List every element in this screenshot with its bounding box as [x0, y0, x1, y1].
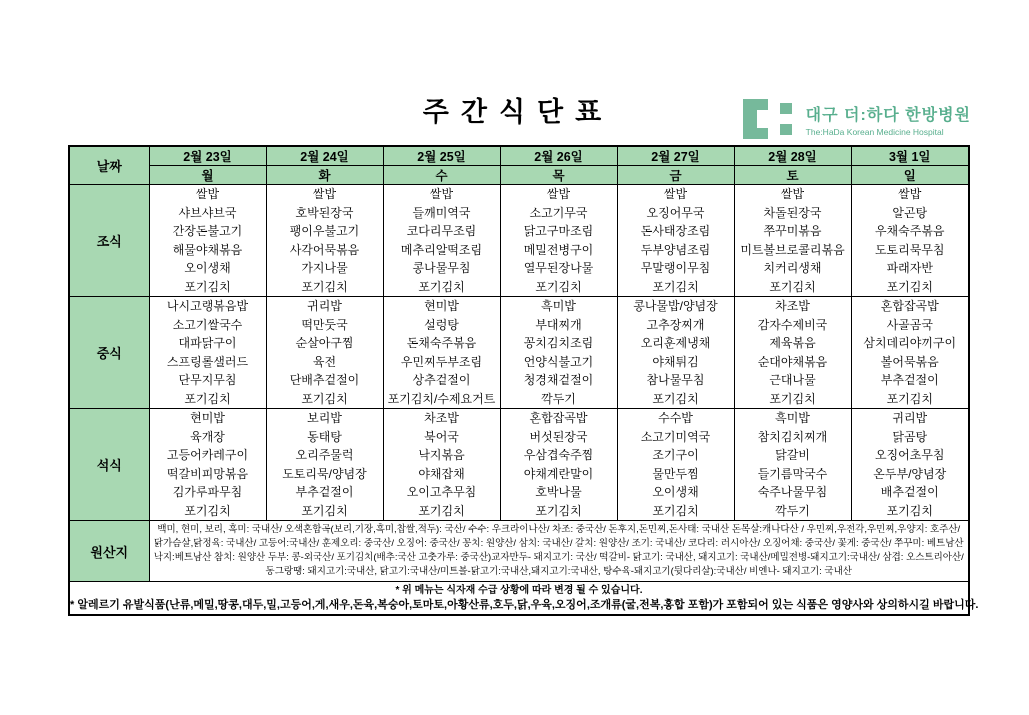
menu-item: 보리밥: [307, 411, 342, 425]
menu-item: 야채잡채: [418, 466, 465, 481]
menu-item: 온두부/양념장: [873, 466, 947, 481]
menu-cell: [617, 409, 734, 521]
menu-item: 콩나물밥/양념장: [633, 299, 718, 313]
menu-item: 나시고랭볶음밥: [166, 299, 249, 313]
menu-item: 숙주나물무침: [757, 485, 828, 499]
menu-item: 포기김치: [418, 503, 465, 518]
menu-item: 볼어묵볶음: [880, 354, 939, 369]
menu-item: 동태탕: [307, 429, 342, 444]
menu-item: 스프링롤샐러드: [166, 354, 249, 369]
menu-cell: [149, 185, 266, 297]
menu-item: 고추장찌개: [646, 317, 705, 332]
menu-item: 소고기무국: [529, 205, 588, 220]
hospital-name-english: The:HaDa Korean Medicine Hospital: [805, 126, 944, 137]
menu-item: 차조밥: [775, 299, 810, 313]
menu-item: 쭈꾸미볶음: [763, 224, 822, 238]
menu-item: 오징어초무침: [874, 448, 945, 462]
menu-item: 포기김치: [301, 279, 348, 294]
menu-item: 제육볶음: [769, 336, 816, 350]
menu-item: 야채튀김: [652, 354, 699, 369]
menu-item: 근대나물: [769, 373, 816, 387]
menu-item: 포기김치: [535, 503, 582, 518]
menu-cell: [383, 409, 500, 521]
menu-item: 닭갈비: [775, 448, 810, 462]
menu-item: 참치김치찌개: [757, 429, 828, 444]
menu-item: 흑미밥: [775, 411, 810, 425]
menu-item: 떡만둣국: [301, 317, 348, 332]
menu-item: 해물야채볶음: [172, 242, 243, 257]
menu-item: 닭곰탕: [892, 429, 928, 444]
menu-item: 현미밥: [190, 411, 225, 425]
dinner-row: [69, 409, 969, 521]
menu-item: 부대찌개: [535, 317, 582, 332]
menu-item: 부추겉절이: [880, 373, 939, 387]
menu-item: 무말랭이무침: [640, 261, 711, 275]
menu-item: 호박된장국: [295, 205, 354, 220]
menu-item: 조기구이: [652, 448, 699, 462]
menu-item: 포기김치: [769, 279, 816, 294]
menu-item: 참나물무침: [646, 373, 705, 387]
weekday-header-row: [69, 166, 969, 185]
menu-item: 쌀밥: [546, 187, 571, 201]
menu-item: 혼합잡곡밥: [880, 299, 939, 313]
menu-item: 포기김치: [418, 279, 465, 294]
menu-item: 북어국: [424, 429, 459, 444]
menu-item: 귀리밥: [892, 411, 928, 425]
menu-item: 메추리알떡조림: [400, 242, 483, 257]
weekday-cell: 일: [851, 166, 969, 185]
menu-item: 팽이우불고기: [289, 224, 360, 238]
menu-item: 들깨미역국: [412, 205, 471, 220]
menu-item: 포기김치: [652, 279, 699, 294]
menu-item: 떡갈비피망볶음: [166, 466, 249, 481]
menu-item: 소고기쌀국수: [172, 317, 243, 332]
menu-item: 포기김치: [184, 279, 231, 294]
menu-cell: [149, 409, 266, 521]
meal-plan-table: [68, 145, 979, 616]
notes-row: [69, 582, 969, 616]
menu-item: 흑미밥: [541, 299, 576, 313]
origin-line: 낙지:베트남산 참치: 원양산 두부: 콩-외국산/ 포기김치(배추:국산 고춧가루: 중국산)교자만두- 돼지고기: 국산/ 떡갈비- 닭고기: 국내산, 돼지고기: 국내산/메밀전병-돼지고기:국내산/ 삼겹: 오스트리아산/: [153, 552, 964, 563]
day-header-cell: 2월 24일: [266, 146, 383, 166]
menu-item: 오이고추무침: [406, 485, 477, 499]
menu-item: 낙지볶음: [418, 448, 465, 462]
menu-item: 두부양념조림: [640, 242, 711, 257]
menu-item: 오리주물럭: [295, 448, 354, 462]
menu-item: 포기김치: [769, 391, 816, 406]
menu-cell: [851, 185, 969, 297]
menu-item: 샤브샤브국: [178, 205, 237, 220]
menu-item: 우채숙주볶음: [874, 224, 945, 238]
menu-item: 포기김치: [886, 503, 933, 518]
menu-cell: [266, 297, 383, 409]
weekday-cell: 월: [149, 166, 266, 185]
menu-item: 순대야채볶음: [757, 354, 828, 369]
weekday-cell: 목: [500, 166, 617, 185]
menu-item: 포기김치: [301, 503, 348, 518]
menu-item: 오이생채: [184, 261, 231, 275]
menu-item: 포기김치: [184, 503, 231, 518]
menu-item: 오이생채: [652, 485, 699, 499]
dinner-label: 석식: [69, 409, 149, 521]
menu-item: 미트볼브로콜리볶음: [740, 242, 845, 257]
menu-cell: [500, 409, 617, 521]
menu-cell: [383, 185, 500, 297]
menu-item: 포기김치: [301, 391, 348, 406]
menu-cell: [617, 185, 734, 297]
menu-item: 깍두기: [541, 391, 576, 406]
menu-item: 쌀밥: [312, 187, 337, 201]
menu-item: 콩나물무침: [412, 261, 471, 275]
menu-item: 쌀밥: [780, 187, 805, 201]
menu-item: 돈사태장조림: [640, 224, 711, 238]
menu-item: 사골곰국: [886, 317, 933, 332]
menu-item: 포기김치: [886, 391, 933, 406]
menu-item: 포기김치/수제요거트: [387, 391, 496, 406]
menu-item: 포기김치: [184, 391, 231, 406]
menu-item: 포기김치: [535, 279, 582, 294]
menu-item: 들기름막국수: [757, 466, 828, 481]
menu-cell: [149, 297, 266, 409]
menu-item: 도토리묵무침: [874, 242, 945, 257]
page-title: 주간식단표: [422, 97, 614, 127]
menu-cell: [266, 409, 383, 521]
day-header-cell: 2월 23일: [149, 146, 266, 166]
menu-item: 우삼겹숙주찜: [523, 448, 594, 462]
lunch-row: [69, 297, 969, 409]
menu-item: 메밀전병구이: [523, 242, 594, 257]
breakfast-row: [69, 185, 969, 297]
menu-item: 호박나물: [535, 485, 582, 499]
menu-item: 부추겉절이: [295, 485, 354, 499]
origin-line: 동그랑땡: 돼지고기:국내산, 닭고기:국내산/미트볼-닭고기:국내산,돼지고기:국내산, 탕수육-돼지고기(뒷다리살):국내산/ 비엔나- 돼지고기: 국내산: [265, 566, 852, 577]
menu-item: 사각어묵볶음: [289, 242, 360, 257]
weekday-cell: 화: [266, 166, 383, 185]
day-header-cell: 2월 25일: [383, 146, 500, 166]
origin-cell: [149, 521, 969, 582]
menu-item: 쌀밥: [898, 187, 922, 201]
menu-item: 코다리무조림: [406, 224, 477, 238]
menu-cell: [734, 185, 851, 297]
weekday-cell: 토: [734, 166, 851, 185]
menu-item: 오리훈제냉채: [640, 336, 711, 350]
menu-item: 감자수제비국: [757, 317, 828, 332]
menu-item: 청경채겉절이: [523, 373, 594, 387]
menu-item: 육개장: [190, 429, 225, 444]
menu-cell: [851, 297, 969, 409]
menu-cell: [500, 297, 617, 409]
notes-cell: [69, 582, 979, 616]
date-label-cell: 날짜: [69, 146, 149, 185]
menu-item: 우민찌두부조림: [400, 354, 483, 369]
menu-item: 귀리밥: [307, 299, 342, 313]
hospital-logo: [743, 99, 971, 139]
menu-item: 포기김치: [652, 503, 699, 518]
menu-item: 포기김치: [652, 391, 699, 406]
menu-item: 혼합잡곡밥: [529, 411, 588, 425]
weekday-cell: 수: [383, 166, 500, 185]
menu-item: 쌀밥: [429, 187, 454, 201]
menu-item: 김가루파무침: [172, 485, 243, 499]
menu-item: 포기김치: [886, 279, 933, 294]
menu-item: 순살아구찜: [295, 336, 354, 350]
origin-label: 원산지: [69, 521, 149, 582]
menu-item: 치커리생채: [763, 261, 822, 275]
menu-item: 현미밥: [424, 299, 459, 313]
menu-item: 쌀밥: [195, 187, 220, 201]
menu-item: 단배추겉절이: [289, 373, 360, 387]
menu-item: 삼치데리야끼구이: [863, 336, 957, 350]
menu-item: 설렁탕: [424, 317, 459, 332]
menu-cell: [617, 297, 734, 409]
menu-item: 물만두찜: [652, 466, 699, 481]
menu-item: 야채계란말이: [523, 466, 594, 481]
menu-item: 소고기미역국: [640, 429, 711, 444]
menu-item: 돈채숙주볶음: [406, 336, 477, 350]
hospital-name-korean: 대구 더:하다 한방병원: [805, 106, 971, 124]
day-header-cell: 2월 27일: [617, 146, 734, 166]
menu-item: 대파닭구이: [178, 336, 237, 350]
allergy-note: * 알레르기 유발식품(난류,메밀,땅콩,대두,밀,고등어,게,새우,돈육,복숭아,토마토,아황산류,호두,닭,우육,오징어,조개류(굴,전복,홍합 포함)가 포함되어 있는 식품은 영양사와 상의하시길 바랍니다.: [70, 599, 979, 611]
menu-item: 오징어무국: [646, 205, 705, 220]
menu-item: 수수밥: [658, 411, 693, 425]
menu-item: 열무된장나물: [523, 261, 594, 275]
menu-cell: [734, 297, 851, 409]
day-header-cell: 2월 28일: [734, 146, 851, 166]
menu-item: 단무지무침: [178, 373, 237, 387]
weekday-cell: 금: [617, 166, 734, 185]
breakfast-label: 조식: [69, 185, 149, 297]
menu-item: 꽁치김치조림: [523, 336, 594, 350]
menu-item: 닭고구마조림: [523, 224, 594, 238]
menu-item: 간장돈불고기: [172, 224, 243, 238]
hospital-logo-text: [806, 102, 971, 137]
lunch-label: 중식: [69, 297, 149, 409]
menu-item: 깍두기: [775, 503, 810, 518]
origin-line: 백미, 현미, 보리, 흑미: 국내산/ 오색혼합곡(보리,기장,흑미,찹쌀,적두): 국산/ 수수: 우크라이나산/ 차조: 중국산/ 돈후지,돈민찌,돈사태: 국내산 돈목살:캐나다산 / 우민찌,우전각,우민찌,우양지: 호주산/: [157, 524, 961, 535]
menu-cell: [734, 409, 851, 521]
menu-change-note: * 위 메뉴는 식자재 수급 상황에 따라 변경 될 수 있습니다.: [395, 585, 643, 596]
day-header-cell: 2월 26일: [500, 146, 617, 166]
menu-item: 차돌된장국: [763, 205, 822, 220]
menu-cell: [851, 409, 969, 521]
menu-item: 육전: [312, 354, 337, 369]
menu-item: 알곤탕: [892, 205, 928, 220]
menu-item: 고등어카레구이: [166, 448, 249, 462]
menu-item: 배추겉절이: [880, 485, 939, 499]
origin-line: 닭가슴살,닭정육: 국내산/ 고등어:국내산/ 훈제오리: 중국산/ 오징어: 중국산/ 꽁치: 원양산/ 삼치: 국내산/ 갈치: 원양산/ 조기: 국내산/ 코다리: 러시아산/ 오징어채: 중국산/ 꽃게: 중국산/ 쭈꾸미: 베트남산: [153, 538, 964, 549]
hospital-logo-icon: [743, 99, 797, 139]
menu-item: 버섯된장국: [529, 429, 588, 444]
menu-item: 언양식불고기: [523, 354, 594, 369]
menu-item: 파래자반: [886, 261, 933, 275]
menu-cell: [266, 185, 383, 297]
day-header-cell: 3월 1일: [851, 146, 969, 166]
menu-item: 가지나물: [301, 261, 348, 275]
menu-item: 차조밥: [424, 411, 459, 425]
menu-item: 쌀밥: [663, 187, 688, 201]
menu-item: 도토리묵/양념장: [282, 466, 367, 481]
date-header-row: [69, 146, 969, 166]
menu-cell: [500, 185, 617, 297]
menu-item: 상추겉절이: [412, 373, 471, 387]
menu-cell: [383, 297, 500, 409]
origin-row: [69, 521, 969, 582]
